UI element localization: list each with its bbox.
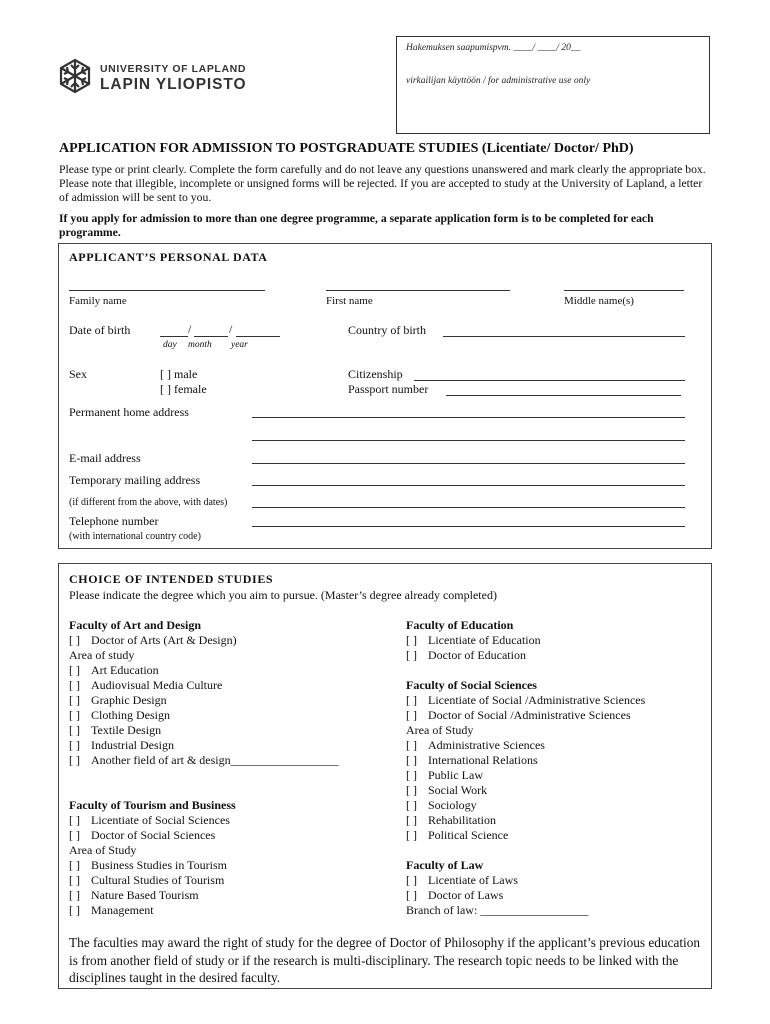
male-label: male — [174, 367, 198, 381]
art-area-label: Area of study — [69, 648, 135, 662]
tourism-area-label: Area of Study — [69, 843, 137, 857]
option-label: Business Studies in Tourism — [91, 858, 227, 872]
temp-address-input-1[interactable] — [252, 485, 685, 486]
dob-separator: / — [188, 322, 192, 336]
option-label: Art Education — [91, 663, 159, 677]
option-label: Doctor of Education — [428, 648, 526, 662]
faculty-art-design-title: Faculty of Art and Design — [69, 618, 201, 632]
option-label: Management — [91, 903, 154, 917]
checkbox-bracket: [ ] — [406, 753, 417, 767]
sex-label: Sex — [69, 367, 87, 381]
family-name-label: Family name — [69, 295, 127, 307]
option-law-degree[interactable] — [406, 873, 518, 888]
option-law-degree[interactable] — [406, 888, 503, 903]
option-label: Doctor of Laws — [428, 888, 504, 902]
option-education-degree[interactable] — [406, 633, 541, 648]
checkbox-bracket: [ ] — [406, 708, 417, 722]
home-address-label: Permanent home address — [69, 405, 189, 419]
checkbox-bracket: [ ] — [69, 858, 80, 872]
checkbox-bracket: [ ] — [406, 888, 417, 902]
option-tourism-area[interactable] — [69, 873, 224, 888]
option-doctor-of-arts[interactable] — [69, 633, 237, 648]
country-of-birth-label: Country of birth — [348, 323, 426, 337]
dob-month-hint: month — [188, 340, 212, 350]
studies-left-column — [69, 618, 399, 918]
option-tourism-degree[interactable] — [69, 813, 230, 828]
option-social-area[interactable] — [406, 783, 487, 798]
option-label: Doctor of Social /Administrative Sciences — [428, 708, 631, 722]
checkbox-bracket: [ ] — [69, 723, 80, 737]
notice-paragraph: If you apply for admission to more than one degree programme, a separate application form is to be completed for each programme. — [59, 212, 654, 239]
option-label: Doctor of Arts (Art & Design) — [91, 633, 237, 647]
option-label: Textile Design — [91, 723, 162, 737]
option-social-area[interactable] — [406, 738, 545, 753]
logo-text-english: UNIVERSITY OF LAPLAND — [100, 63, 246, 75]
social-area-label: Area of Study — [406, 723, 474, 737]
checkbox-bracket: [ ] — [69, 663, 80, 677]
checkbox-bracket: [ ] — [160, 382, 171, 396]
snowflake-crest-icon — [58, 58, 92, 94]
checkbox-bracket: [ ] — [406, 648, 417, 662]
law-branch-field[interactable] — [406, 903, 588, 918]
option-label: Sociology — [428, 798, 477, 812]
admin-use-label: virkailijan käyttöön / for administrative use only — [406, 76, 591, 86]
middle-names-input[interactable] — [564, 290, 684, 291]
option-label: Licentiate of Social Sciences — [91, 813, 230, 827]
female-label: female — [174, 382, 207, 396]
page-title: APPLICATION FOR ADMISSION TO POSTGRADUATE STUDIES (Licentiate/ Doctor/ PhD) — [59, 141, 634, 156]
checkbox-bracket: [ ] — [406, 633, 417, 647]
option-label: Graphic Design — [91, 693, 167, 707]
checkbox-bracket: [ ] — [69, 678, 80, 692]
checkbox-bracket: [ ] — [160, 367, 171, 381]
option-social-degree[interactable] — [406, 693, 645, 708]
option-label: International Relations — [428, 753, 538, 767]
option-art-area[interactable] — [69, 753, 339, 768]
email-label: E-mail address — [69, 451, 141, 465]
checkbox-bracket: [ ] — [69, 753, 80, 767]
phone-note: (with international country code) — [69, 531, 201, 542]
option-label: Industrial Design — [91, 738, 174, 752]
phone-label: Telephone number — [69, 514, 159, 528]
law-branch-input[interactable]: __________________ — [480, 903, 589, 917]
checkbox-bracket: [ ] — [406, 783, 417, 797]
checkbox-bracket: [ ] — [69, 693, 80, 707]
checkbox-bracket: [ ] — [69, 903, 80, 917]
faculty-tourism-title: Faculty of Tourism and Business — [69, 798, 236, 812]
option-label: Social Work — [428, 783, 488, 797]
dob-day-input[interactable] — [160, 336, 188, 337]
option-tourism-degree[interactable] — [69, 828, 215, 843]
studies-right-column — [406, 618, 706, 918]
temp-address-note: (if different from the above, with dates) — [69, 497, 228, 508]
first-name-label: First name — [326, 295, 373, 307]
option-label: Audiovisual Media Culture — [91, 678, 223, 692]
option-label: Doctor of Social Sciences — [91, 828, 216, 842]
logo-text-finnish: LAPIN YLIOPISTO — [100, 76, 247, 93]
option-art-area[interactable] — [69, 693, 167, 708]
dob-year-input[interactable] — [236, 336, 280, 337]
sex-female-checkbox[interactable] — [160, 382, 207, 397]
checkbox-bracket: [ ] — [406, 828, 417, 842]
checkbox-bracket: [ ] — [69, 708, 80, 722]
faculty-education-title: Faculty of Education — [406, 618, 514, 632]
checkbox-bracket: [ ] — [406, 798, 417, 812]
faculty-social-sciences-title: Faculty of Social Sciences — [406, 678, 537, 692]
personal-data-heading: APPLICANT’S PERSONAL DATA — [69, 250, 268, 264]
option-label: Administrative Sciences — [428, 738, 545, 752]
citizenship-input[interactable] — [414, 380, 685, 381]
studies-heading: CHOICE OF INTENDED STUDIES — [69, 572, 274, 586]
option-art-area[interactable] — [69, 723, 161, 738]
option-label: Cultural Studies of Tourism — [91, 873, 225, 887]
checkbox-bracket: [ ] — [69, 873, 80, 887]
option-label: Another field of art & design__________________ — [91, 753, 339, 767]
checkbox-bracket: [ ] — [406, 738, 417, 752]
option-label: Rehabilitation — [428, 813, 496, 827]
passport-input[interactable] — [446, 395, 681, 396]
option-label: Clothing Design — [91, 708, 171, 722]
temp-address-label: Temporary mailing address — [69, 473, 201, 487]
checkbox-bracket: [ ] — [69, 813, 80, 827]
option-social-area[interactable] — [406, 768, 483, 783]
intro-paragraph: Please type or print clearly. Complete the form carefully and do not leave any questions unanswered and mark clearly the appropriate box. Please note that illegible, incomplete or unsigned forms will be rejected. If you are accepted to study at the University of Lapland, a letter of admission will be sent to you. — [59, 163, 706, 204]
phone-input[interactable] — [252, 526, 685, 527]
checkbox-bracket: [ ] — [69, 828, 80, 842]
dob-label: Date of birth — [69, 323, 131, 337]
temp-address-input-2[interactable] — [252, 507, 685, 508]
dob-year-hint: year — [231, 340, 248, 350]
dob-month-input[interactable] — [194, 336, 228, 337]
option-art-area[interactable] — [69, 678, 222, 693]
home-address-input-2[interactable] — [252, 440, 685, 441]
option-art-area[interactable] — [69, 663, 159, 678]
citizenship-label: Citizenship — [348, 367, 403, 381]
email-input[interactable] — [252, 463, 685, 464]
country-of-birth-input[interactable] — [443, 336, 685, 337]
option-art-area[interactable] — [69, 708, 170, 723]
studies-footnote: The faculties may award the right of study for the degree of Doctor of Philosophy if the applicant’s previous education is from another field of study or if the research is multi-disciplinary. The research topic needs to be linked with the disciplines taught in the desired faculty. — [69, 935, 701, 985]
family-name-input[interactable] — [69, 290, 265, 291]
checkbox-bracket: [ ] — [406, 813, 417, 827]
home-address-input-1[interactable] — [252, 417, 685, 418]
checkbox-bracket: [ ] — [406, 768, 417, 782]
option-tourism-area[interactable] — [69, 888, 199, 903]
option-education-degree[interactable] — [406, 648, 526, 663]
option-label: Political Science — [428, 828, 509, 842]
checkbox-bracket: [ ] — [69, 888, 80, 902]
sex-male-checkbox[interactable] — [160, 367, 197, 382]
option-art-area[interactable] — [69, 738, 174, 753]
checkbox-bracket: [ ] — [406, 873, 417, 887]
option-label: Nature Based Tourism — [91, 888, 199, 902]
option-label: Licentiate of Social /Administrative Sciences — [428, 693, 646, 707]
option-tourism-area[interactable] — [69, 858, 227, 873]
checkbox-bracket: [ ] — [69, 633, 80, 647]
first-name-input[interactable] — [326, 290, 510, 291]
passport-label: Passport number — [348, 382, 429, 396]
middle-names-label: Middle name(s) — [564, 295, 634, 307]
faculty-law-title: Faculty of Law — [406, 858, 484, 872]
option-social-area[interactable] — [406, 828, 508, 843]
law-branch-label: Branch of law: — [406, 903, 481, 917]
option-social-degree[interactable] — [406, 708, 631, 723]
received-date-field[interactable]: Hakemuksen saapumispvm. ____/ ____/ 20__ — [406, 43, 581, 53]
option-tourism-area[interactable] — [69, 903, 154, 918]
option-social-area[interactable] — [406, 798, 477, 813]
checkbox-bracket: [ ] — [406, 693, 417, 707]
option-label: Licentiate of Laws — [428, 873, 518, 887]
option-social-area[interactable] — [406, 753, 538, 768]
option-social-area[interactable] — [406, 813, 496, 828]
studies-instruction: Please indicate the degree which you aim to pursue. (Master’s degree already completed) — [69, 588, 497, 602]
checkbox-bracket: [ ] — [69, 738, 80, 752]
dob-separator: / — [229, 322, 233, 336]
option-label: Public Law — [428, 768, 483, 782]
dob-day-hint: day — [163, 340, 177, 350]
option-label: Licentiate of Education — [428, 633, 541, 647]
